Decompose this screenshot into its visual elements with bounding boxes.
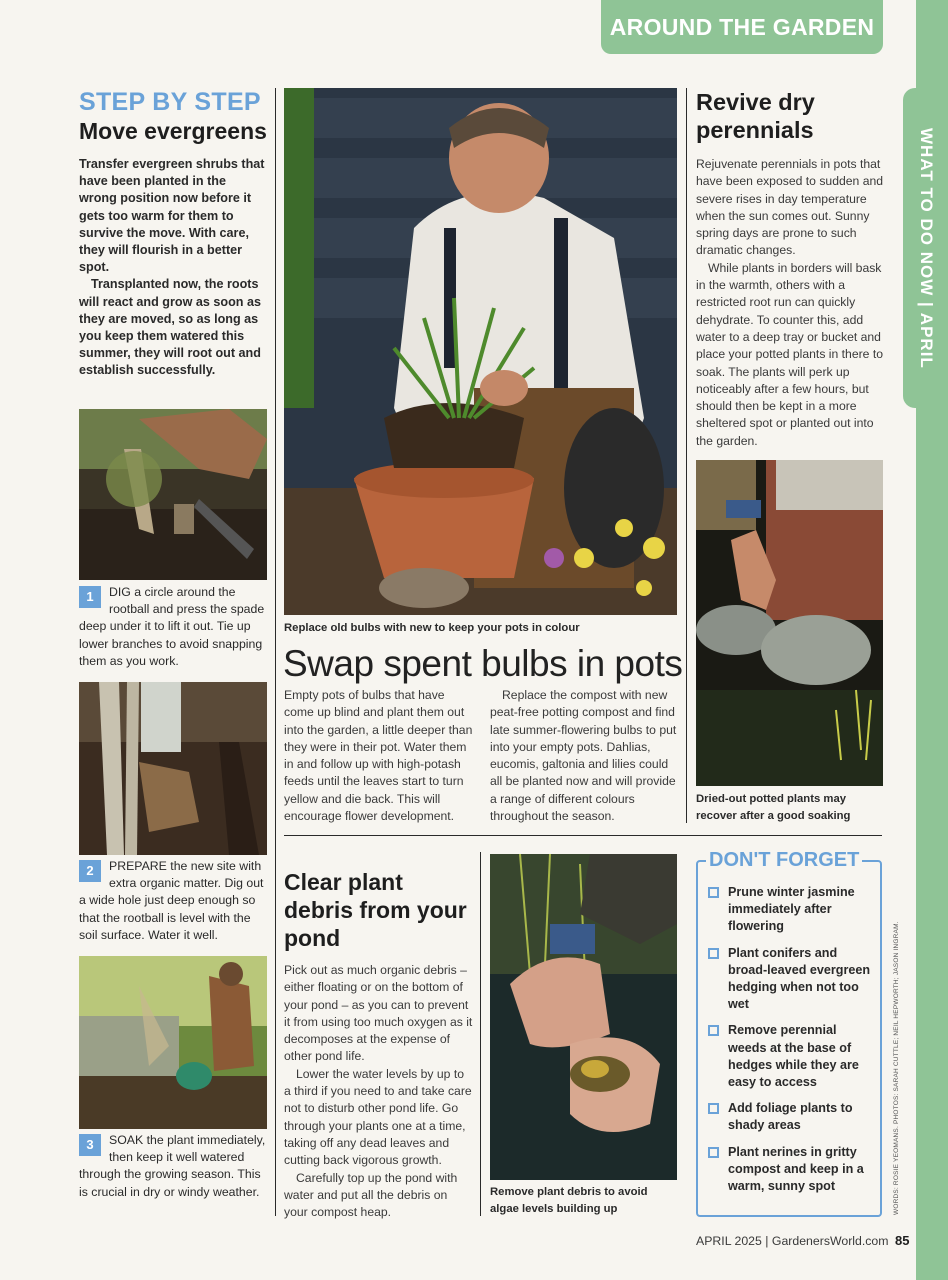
- intro-paragraph: Transplanted now, the roots will react and grow as soon as they are moved, so as long as you keep them watered this summer, they will root out and establish successfully.: [79, 277, 261, 378]
- checkbox-icon: [708, 1025, 719, 1036]
- bulbs-photo-caption: Replace old bulbs with new to keep your pots in colour: [284, 622, 580, 634]
- dont-forget-item-text: Remove perennial weeds at the base of hedges while they are easy to access: [728, 1023, 859, 1090]
- checkbox-icon: [708, 1103, 719, 1114]
- perennials-paragraph: While plants in borders will bask in the warmth, others with a restricted root run can quickly dehydrate. To counter this, add water to a deep tray or bucket and place your potted plants in there to soak. The plants will perk up noticeably after a few hours, but should then be kept in a more sheltered spot or planted out into the garden.: [696, 260, 883, 448]
- dont-forget-title: DON'T FORGET: [706, 849, 862, 872]
- dont-forget-item-text: Prune winter jasmine immediately after flowering: [728, 885, 855, 934]
- footer-issue: APRIL 2025 | GardenersWorld.com: [696, 1234, 889, 1248]
- bulbs-title: Swap spent bulbs in pots: [283, 643, 683, 684]
- dont-forget-item: [708, 1144, 878, 1196]
- dont-forget-item: [708, 945, 878, 1014]
- step-number-badge: 3: [79, 1134, 101, 1156]
- bulbs-column-2: [490, 687, 678, 825]
- step-number-badge: 2: [79, 860, 101, 882]
- step-3: [79, 1132, 267, 1201]
- pond-paragraph: Carefully top up the pond with water and put all the debris on your compost heap.: [284, 1170, 458, 1220]
- intro-paragraph: Transfer evergreen shrubs that have been planted in the wrong position now before it gets too warm for them to survive the move. With care, they will flourish in a better spot.: [79, 157, 265, 275]
- step-by-step-title: Move evergreens: [79, 118, 267, 144]
- bulbs-column-2-text: Replace the compost with new peat-free potting compost and find late summer-flowering bulbs to put into your empty pots. Dahlias, eucomis, galtonia and lilies could all be planted now and will provide a range of different colours throughout the season.: [490, 688, 677, 824]
- perennials-body: [696, 156, 884, 450]
- step-text: SOAK the plant immediately, then keep it well watered through the growing season. This is crucial in dry or windy weather.: [79, 1133, 266, 1199]
- step-1: [79, 584, 267, 670]
- column-divider: [275, 88, 276, 1216]
- perennials-photo: [696, 460, 883, 786]
- checkbox-icon: [708, 1147, 719, 1158]
- step-text: PREPARE the new site with extra organic matter. Dig out a wide hole just deep enough so that the rootball is level with the soil surface. Water it well.: [79, 859, 264, 942]
- step-by-step-intro: [79, 156, 267, 380]
- page-number: 85: [895, 1233, 910, 1248]
- dont-forget-item-text: Add foliage plants to shady areas: [728, 1101, 853, 1133]
- step-text: DIG a circle around the rootball and press the spade deep under it to lift it out. Tie up lower branches to avoid snapping them as you work.: [79, 585, 265, 668]
- bulbs-column-1: Empty pots of bulbs that have come up blind and plant them out into the garden, a little deeper than they were in their pot. Water them in and follow up with high-potash feeds until the leaves start to turn yellow and die back. This will encourage flower development.: [284, 688, 473, 824]
- pond-title: Clear plant debris from your pond: [284, 869, 467, 951]
- dont-forget-item: [708, 884, 878, 936]
- photo-credits: WORDS: ROSIE YEOMANS. PHOTOS: SARAH CUTTLE; NEIL HEPWORTH; JASON INGRAM.: [893, 921, 900, 1215]
- dont-forget-item: [708, 1022, 878, 1091]
- perennials-paragraph: Rejuvenate perennials in pots that have been exposed to sudden and severe rises in day temperature when the sun comes out. Sunny spring days are prone to such dramatic changes.: [696, 157, 884, 258]
- side-tab-label: WHAT TO DO NOW | APRIL: [917, 127, 936, 369]
- step-2: [79, 858, 267, 944]
- dont-forget-list: [708, 884, 878, 1204]
- perennials-photo-caption: Dried-out potted plants may recover after a good soaking: [696, 793, 851, 822]
- perennials-title: Revive dry perennials: [696, 89, 815, 143]
- step-2-photo: [79, 682, 267, 855]
- step-3-photo: [79, 956, 267, 1129]
- dont-forget-item: [708, 1100, 878, 1134]
- column-divider: [480, 852, 481, 1216]
- dont-forget-item-text: Plant conifers and broad-leaved evergreen hedging when not too wet: [728, 945, 871, 1012]
- bulbs-hero-photo: [284, 88, 677, 615]
- pond-photo: [490, 854, 677, 1180]
- dont-forget-item-text: Plant nerines in gritty compost and keep in a warm, sunny spot: [728, 1144, 864, 1194]
- section-header: AROUND THE GARDEN: [601, 0, 883, 54]
- step-1-photo: [79, 409, 267, 580]
- checkbox-icon: [708, 887, 719, 898]
- pond-paragraph: Pick out as much organic debris – either floating or on the bottom of your pond – as you can to prevent it from using too much oxygen as it decomposes at the expense of other pond life.: [284, 963, 473, 1064]
- step-by-step-kicker: STEP BY STEP: [79, 88, 261, 116]
- section-divider: [284, 835, 882, 836]
- pond-photo-caption: Remove plant debris to avoid algae levels building up: [490, 1186, 648, 1215]
- pond-body: [284, 962, 474, 1221]
- step-number-badge: 1: [79, 586, 101, 608]
- column-divider: [686, 88, 687, 823]
- checkbox-icon: [708, 948, 719, 959]
- pond-paragraph: Lower the water levels by up to a third if you need to and take care not to disturb other pond life. Go through your plants one at a time, taking off any dead leaves and cutting back vigorous growth.: [284, 1066, 472, 1168]
